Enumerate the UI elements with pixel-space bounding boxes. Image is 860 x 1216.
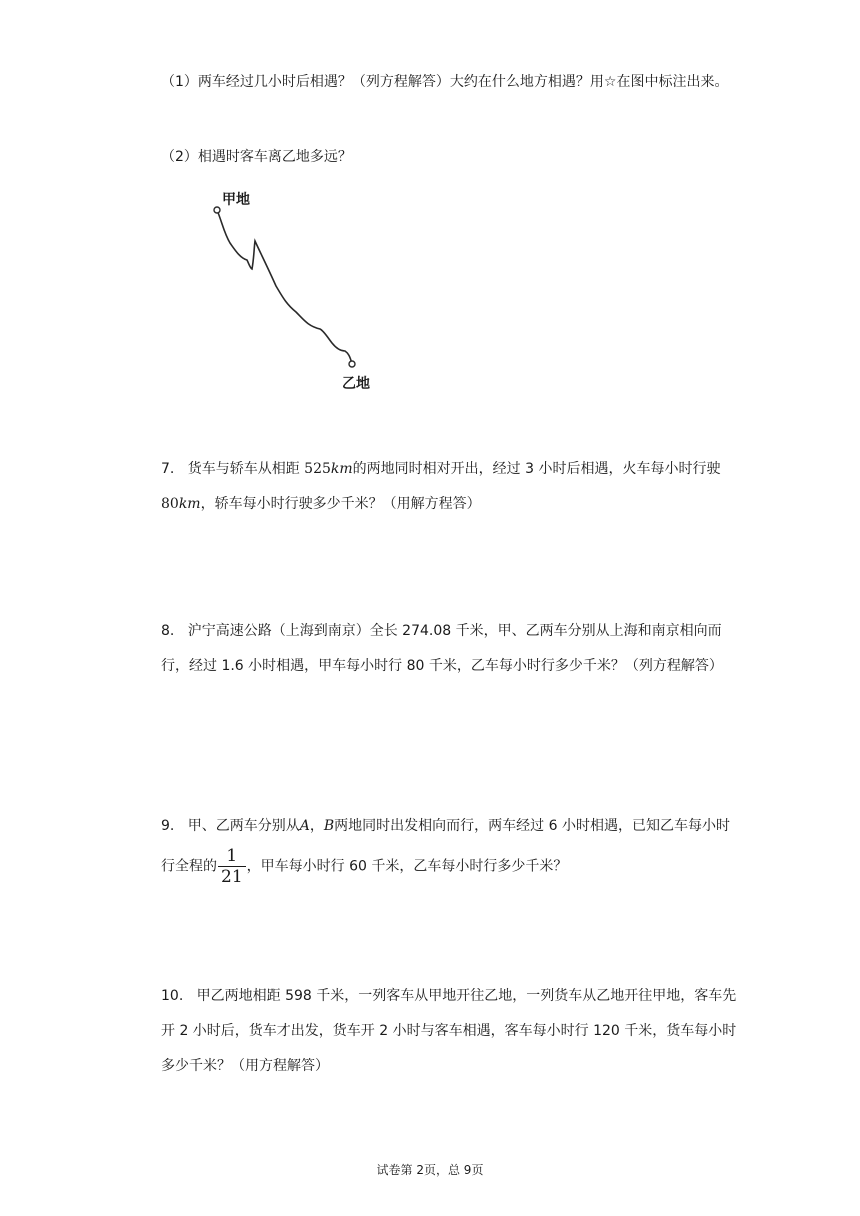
q6-part1: （1）两车经过几小时后相遇？（列方程解答）大约在什么地方相遇？用☆在图中标注出来。 bbox=[161, 74, 729, 90]
q7-text: 7. 货车与轿车从相距 525km的两地同时相对开出，经过 3 小时后相遇，火车每小时行驶 80km，轿车每小时行驶多少千米？（用解方程答） bbox=[161, 461, 721, 512]
start-point-marker bbox=[214, 207, 220, 213]
q9-text: 9. 甲、乙两车分别从A，B两地同时出发相向而行，两车经过 6 小时相遇，已知乙车每小时行全程的 $\frac{1}{21}$ ，甲车每小时行 60 千米，乙车每小时行多少千米？ bbox=[161, 818, 730, 887]
q10-text: 10. 甲乙两地相距 598 千米，一列客车从甲地开往乙地，一列货车从乙地开往甲地，客车先开 2 小时后，货车才出发，货车开 2 小时与客车相遇，客车每小时行 120 千米，货车每小时多少千米？（用方程解答） bbox=[161, 988, 737, 1074]
route-path bbox=[217, 210, 352, 364]
q8-text: 8. 沪宁高速公路（上海到南京）全长 274.08 千米，甲、乙两车分别从上海和南京相向而行，经过 1.6 小时相遇，甲车每小时行 80 千米，乙车每小时行多少千米？（列方程解答） bbox=[161, 623, 723, 674]
fraction-one-over-twentyone: $\frac{1}{21}$ bbox=[218, 846, 246, 887]
q7-number: 7. bbox=[161, 461, 175, 477]
end-label: 乙地 bbox=[342, 376, 370, 392]
route-map bbox=[200, 188, 390, 398]
page-footer: 试卷第 2页，总 9页 bbox=[376, 1163, 484, 1177]
q6-part2: （2）相遇时客车离乙地多远？ bbox=[161, 149, 352, 165]
start-label: 甲地 bbox=[222, 192, 250, 208]
q9-number: 9. bbox=[161, 818, 175, 834]
q8-number: 8. bbox=[161, 623, 175, 639]
end-point-marker bbox=[349, 361, 355, 367]
q10-number: 10. bbox=[161, 988, 184, 1004]
